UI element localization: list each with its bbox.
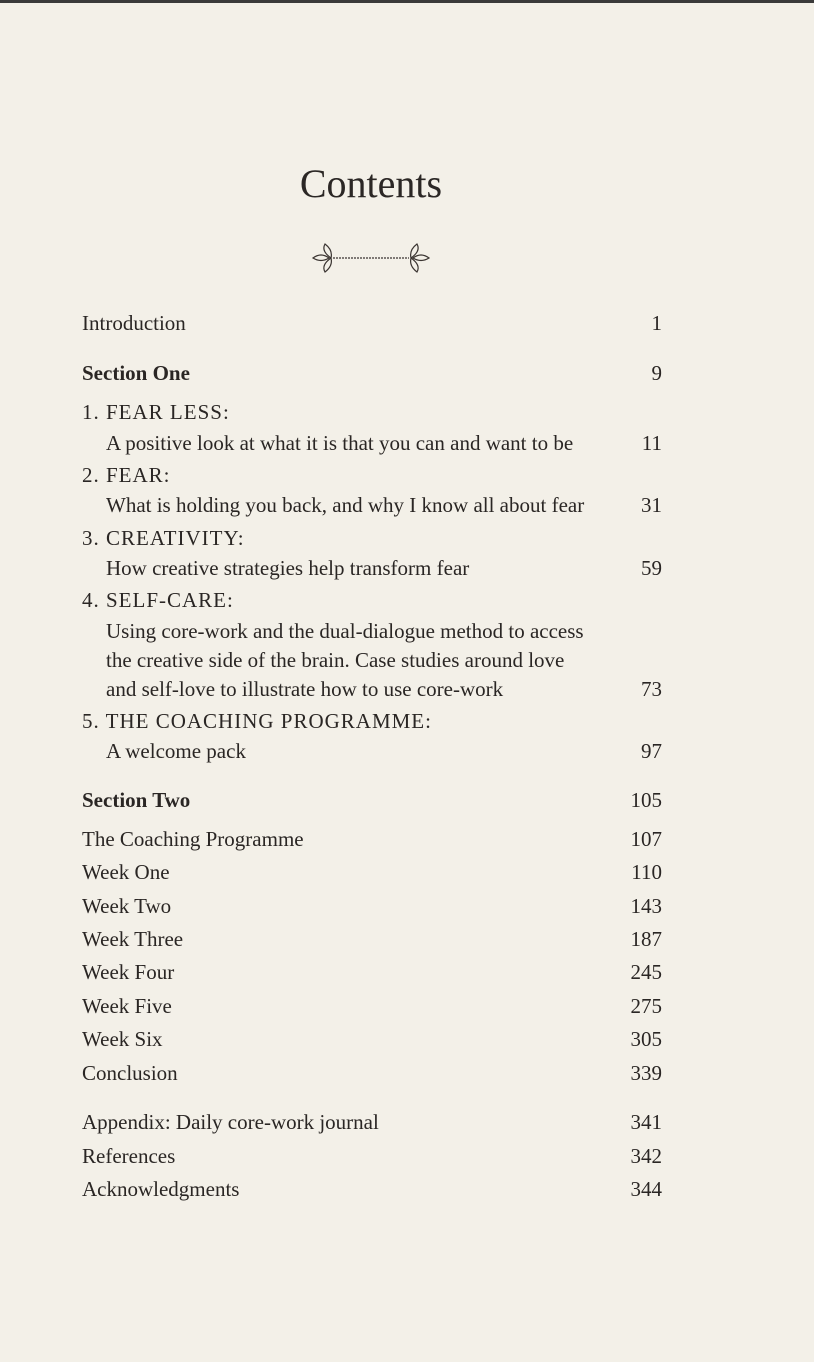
page-title: Contents [299, 161, 443, 206]
entry-title: A positive look at what it is that you can and want to be [106, 431, 574, 455]
page-edge [0, 0, 814, 3]
entry-page: 305 [630, 1027, 662, 1051]
entry-title: Appendix: Daily core-work journal [82, 1110, 379, 1134]
entry-title: Week Six [82, 1027, 163, 1051]
entry-title: Week One [82, 860, 170, 884]
entry-page: 107 [630, 827, 662, 851]
toc-chapter-heading[interactable] [82, 708, 662, 734]
entry-title: Week Five [82, 994, 172, 1018]
entry-title: 1. FEAR LESS: [82, 400, 230, 424]
entry-title: Using core-work and the dual-dialogue method to access [106, 619, 584, 643]
toc-chapter-heading[interactable] [82, 399, 662, 425]
entry-title: Section One [82, 361, 190, 385]
entry-page: 339 [630, 1061, 662, 1085]
entry-page: 245 [630, 960, 662, 984]
toc-entry[interactable] [82, 826, 662, 852]
toc-chapter-heading[interactable] [82, 587, 662, 613]
toc-entry[interactable] [82, 893, 662, 919]
entry-title: the creative side of the brain. Case studies around love [106, 648, 565, 672]
toc-entry[interactable] [106, 555, 662, 581]
entry-title: The Coaching Programme [82, 827, 304, 851]
entry-page: 97 [641, 739, 662, 763]
entry-page: 187 [630, 927, 662, 951]
entry-title: How creative strategies help transform fear [106, 556, 470, 580]
entry-title: Week Three [82, 927, 184, 951]
toc-entry[interactable] [82, 1026, 662, 1052]
entry-title: Section Two [82, 788, 191, 812]
toc-entry[interactable] [82, 1109, 662, 1135]
entry-page: 275 [630, 994, 662, 1018]
toc-entry[interactable] [82, 1176, 662, 1202]
entry-page: 31 [641, 493, 662, 517]
entry-page: 341 [630, 1110, 662, 1134]
toc-section-heading[interactable] [82, 787, 662, 813]
toc-entry[interactable] [106, 430, 662, 456]
entry-page: 344 [630, 1177, 662, 1201]
entry-title: A welcome pack [106, 739, 246, 763]
entry-title: 5. THE COACHING PROGRAMME: [82, 709, 432, 733]
toc-entry[interactable] [82, 1143, 662, 1169]
leaf-ornament-icon [311, 241, 431, 275]
entry-title: What is holding you back, and why I know all about fear [106, 493, 585, 517]
toc-entry[interactable] [82, 310, 662, 336]
entry-title: 2. FEAR: [82, 463, 171, 487]
entry-title: 3. CREATIVITY: [82, 526, 245, 550]
entry-page: 11 [641, 431, 662, 455]
toc-entry[interactable] [82, 1060, 662, 1086]
toc-chapter-heading[interactable] [82, 525, 662, 551]
entry-page: 73 [641, 677, 662, 701]
toc-entry[interactable] [106, 647, 662, 673]
entry-page: 1 [651, 311, 662, 335]
toc-entry[interactable] [106, 492, 662, 518]
toc-entry[interactable] [106, 676, 662, 702]
toc-entry[interactable] [82, 959, 662, 985]
entry-page: 342 [630, 1144, 662, 1168]
entry-page: 110 [631, 860, 662, 884]
entry-page: 143 [630, 894, 662, 918]
entry-page: 105 [630, 788, 662, 812]
entry-page: 9 [651, 361, 662, 385]
entry-title: and self-love to illustrate how to use core-work [106, 677, 504, 701]
toc-section-heading[interactable] [82, 360, 662, 386]
toc-entry[interactable] [82, 993, 662, 1019]
entry-title: Week Four [82, 960, 175, 984]
entry-page: 59 [641, 556, 662, 580]
entry-title: 4. SELF-CARE: [82, 588, 234, 612]
entry-title: References [82, 1144, 176, 1168]
toc-entry[interactable] [82, 926, 662, 952]
toc-entry[interactable] [106, 618, 662, 644]
toc-chapter-heading[interactable] [82, 462, 662, 488]
entry-title: Acknowledgments [82, 1177, 240, 1201]
toc-entry[interactable] [82, 859, 662, 885]
entry-title: Conclusion [82, 1061, 178, 1085]
toc-entry[interactable] [106, 738, 662, 764]
entry-title: Week Two [82, 894, 172, 918]
entry-title: Introduction [82, 311, 186, 335]
